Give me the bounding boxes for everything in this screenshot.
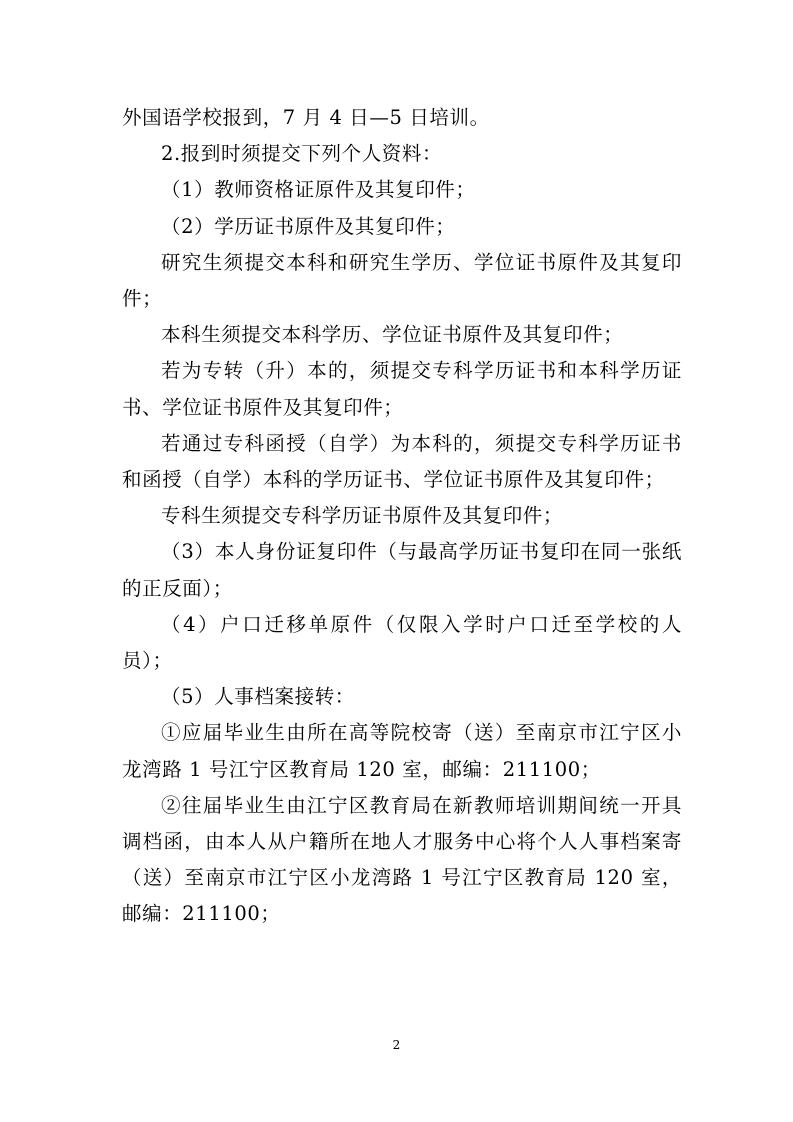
- document-body: [122, 100, 682, 933]
- paragraph-13: ①应届毕业生由所在高等院校寄（送）至南京市江宁区小龙湾路 1 号江宁区教育局 120 室，邮编：211100；: [122, 721, 682, 781]
- paragraph-5: 研究生须提交本科和研究生学历、学位证书原件及其复印件；: [122, 250, 682, 311]
- paragraph-6: 本科生须提交本科学历、学位证书原件及其复印件；: [161, 323, 624, 347]
- paragraph-3: （1）教师资格证原件及其复印件；: [161, 178, 476, 202]
- paragraph-2: 2.报到时须提交下列个人资料：: [161, 142, 443, 166]
- page-number: 2: [392, 1038, 401, 1052]
- paragraph-8: 若通过专科函授（自学）为本科的，须提交专科学历证书和函授（自学）本科的学历证书、学位证书原件及其复印件；: [122, 431, 682, 492]
- paragraph-7: 若为专转（升）本的，须提交专科学历证书和本科学历证书、学位证书原件及其复印件；: [122, 359, 682, 419]
- paragraph-1: 外国语学校报到，7 月 4 日—5 日培训。: [122, 106, 490, 129]
- paragraph-12: （5）人事档案接转：: [161, 685, 355, 709]
- paragraph-9: 专科生须提交专科学历证书原件及其复印件；: [161, 504, 564, 528]
- paragraph-11: （4）户口迁移单原件（仅限入学时户口迁至学校的人员）；: [122, 612, 682, 673]
- paragraph-4: （2）学历证书原件及其复印件；: [161, 214, 456, 238]
- paragraph-14: ②往届毕业生由江宁区教育局在新教师培训期间统一开具调档函，由本人从户籍所在地人才服务中心将个人人事档案寄（送）至南京市江宁区小龙湾路 1 号江宁区教育局 120 室，邮编：211100；: [122, 793, 682, 926]
- paragraph-10: （3）本人身份证复印件（与最高学历证书复印在同一张纸的正反面）；: [122, 540, 682, 600]
